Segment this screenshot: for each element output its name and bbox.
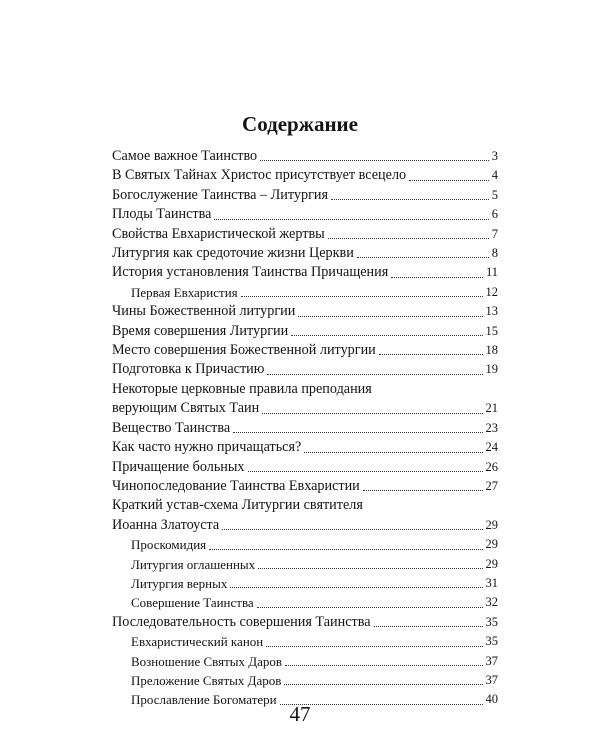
dot-leader	[258, 568, 482, 569]
dot-leader	[248, 471, 483, 472]
toc-entry-title: Проскомидия	[131, 537, 207, 553]
toc-entry-title: Литургия как средоточие жизни Церкви	[112, 245, 354, 262]
toc-entry-title-line: верующим Святых Таин	[112, 400, 260, 417]
toc-entry[interactable]	[112, 419, 498, 438]
dot-leader	[331, 199, 489, 200]
dot-leader	[298, 316, 482, 317]
toc-page-number: 11	[485, 265, 498, 280]
dot-leader	[209, 549, 482, 550]
toc-entry[interactable]	[112, 380, 498, 419]
toc-entry[interactable]	[112, 477, 498, 496]
dot-leader	[328, 238, 489, 239]
toc-page-number: 31	[485, 575, 498, 590]
toc-page-number: 40	[485, 692, 498, 707]
toc-subentry[interactable]	[112, 671, 498, 690]
toc-entry-title: Богослужение Таинства – Литургия	[112, 186, 329, 203]
toc-entry-title: Возношение Святых Даров	[131, 653, 283, 669]
toc-entry[interactable]	[112, 341, 498, 360]
toc-subentry[interactable]	[112, 632, 498, 651]
dot-leader	[233, 432, 482, 433]
toc-entry[interactable]	[112, 322, 498, 341]
page-title: Содержание	[242, 112, 358, 136]
dot-leader	[230, 587, 482, 588]
toc-entry-title: Чины Божественной литургии	[112, 303, 296, 320]
toc-page-number: 13	[485, 304, 498, 319]
toc-entry[interactable]	[112, 225, 498, 244]
table-of-contents	[112, 147, 498, 710]
toc-page-number: 29	[485, 556, 498, 571]
toc-page-number: 3	[491, 149, 498, 163]
toc-entry-title: Чинопоследование Таинства Евхаристии	[112, 477, 360, 494]
toc-entry-title: Вещество Таинства	[112, 419, 231, 436]
toc-page-number: 29	[485, 537, 498, 552]
toc-subentry[interactable]	[112, 574, 498, 593]
toc-page-number: 7	[491, 226, 498, 241]
toc-entry[interactable]	[112, 458, 498, 477]
toc-page-number: 19	[485, 362, 498, 377]
toc-entry-title-line: Краткий устав-схема Литургии святителя	[112, 497, 363, 514]
dot-leader	[304, 452, 482, 453]
toc-page-number: 21	[485, 401, 498, 416]
toc-entry-title: История установления Таинства Причащения	[112, 264, 389, 281]
toc-page-number: 37	[485, 653, 498, 668]
dot-leader	[391, 277, 483, 278]
toc-entry[interactable]	[112, 360, 498, 379]
toc-entry[interactable]	[112, 438, 498, 457]
toc-entry-title: Как часто нужно причащаться?	[112, 439, 302, 456]
toc-page-number: 32	[485, 595, 498, 610]
toc-entry-title: Преложение Святых Даров	[131, 672, 282, 688]
dot-leader	[266, 646, 482, 647]
toc-entry-title: Причащение больных	[112, 458, 245, 475]
toc-entry-title: Плоды Таинства	[112, 206, 212, 223]
dot-leader	[374, 626, 483, 627]
toc-subentry[interactable]	[112, 652, 498, 671]
toc-page-number: 26	[485, 459, 498, 474]
toc-entry[interactable]	[112, 205, 498, 224]
toc-page-number: 6	[491, 207, 498, 222]
toc-entry-title: Литургия верных	[131, 575, 228, 591]
toc-entry-title: Самое важное Таинство	[112, 148, 258, 164]
toc-entry-title: Место совершения Божественной литургии	[112, 342, 376, 359]
dot-leader	[262, 413, 482, 414]
dot-leader	[285, 665, 482, 666]
dot-leader	[214, 219, 488, 220]
dot-leader	[222, 529, 482, 530]
page-number: 47	[289, 702, 311, 726]
toc-entry-title: Время совершения Литургии	[112, 322, 289, 339]
dot-leader	[379, 354, 483, 355]
toc-entry-title: Литургия оглашенных	[131, 556, 256, 572]
toc-entry[interactable]	[112, 186, 498, 205]
toc-entry-title: Последовательность совершения Таинства	[112, 613, 371, 630]
toc-entry-title-line: Некоторые церковные правила преподания	[112, 380, 372, 397]
toc-entry[interactable]	[112, 147, 498, 166]
toc-entry[interactable]	[112, 166, 498, 185]
toc-entry-title: В Святых Тайнах Христос присутствует всецело	[112, 167, 407, 184]
toc-entry-title: Прославление Богоматери	[131, 692, 277, 708]
toc-entry[interactable]	[112, 263, 498, 282]
toc-page-number: 18	[485, 343, 498, 358]
toc-subentry[interactable]	[112, 593, 498, 612]
dot-leader	[257, 607, 483, 608]
toc-page-number: 35	[485, 614, 498, 629]
dot-leader	[241, 296, 483, 297]
dot-leader	[284, 684, 482, 685]
toc-entry-title-line: Иоанна Златоуста	[112, 516, 220, 533]
toc-page-number: 8	[491, 246, 498, 261]
toc-entry-title: Совершение Таинства	[131, 595, 254, 611]
dot-leader	[291, 335, 482, 336]
dot-leader	[363, 490, 483, 491]
toc-subentry[interactable]	[112, 555, 498, 574]
toc-page-number: 23	[485, 420, 498, 435]
toc-entry[interactable]	[112, 244, 498, 263]
toc-entry[interactable]	[112, 613, 498, 632]
toc-page-number: 27	[485, 478, 498, 493]
toc-entry-title: Подготовка к Причастию	[112, 361, 265, 378]
toc-subentry[interactable]	[112, 283, 498, 302]
dot-leader	[409, 180, 489, 181]
toc-page-number: 37	[485, 672, 498, 687]
dot-leader	[267, 374, 482, 375]
toc-page-number: 24	[485, 440, 498, 455]
toc-page-number: 35	[485, 634, 498, 649]
toc-entry-title: Первая Евхаристия	[131, 284, 238, 300]
dot-leader	[357, 257, 489, 258]
toc-entry-title: Свойства Евхаристической жертвы	[112, 225, 325, 242]
toc-page-number: 4	[491, 168, 498, 183]
toc-subentry[interactable]	[112, 535, 498, 554]
toc-page-number: 12	[485, 284, 498, 299]
toc-page-number: 15	[485, 323, 498, 338]
toc-entry[interactable]	[112, 302, 498, 321]
toc-entry[interactable]	[112, 496, 498, 535]
toc-page-number: 29	[485, 517, 498, 532]
toc-page-number: 5	[491, 187, 498, 202]
toc-entry-title: Евхаристический канон	[131, 634, 264, 650]
dot-leader	[260, 160, 489, 161]
